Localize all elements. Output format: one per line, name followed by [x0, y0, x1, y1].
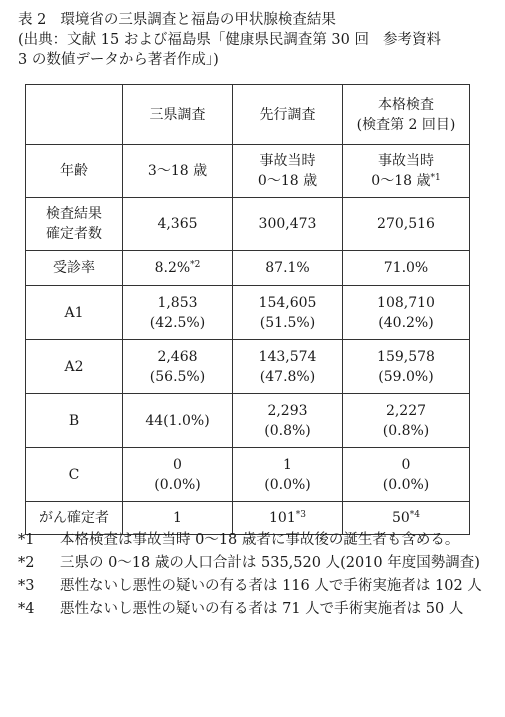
footnote-1 [18, 530, 488, 550]
c-full-scale-pct: (0.0%) [382, 476, 430, 493]
a2-full-scale-pct: (59.0%) [378, 368, 434, 385]
b-full-scale-pct: (0.8%) [382, 422, 430, 439]
a1-preliminary-pct: (51.5%) [259, 314, 316, 331]
a1-three-prefecture-count: 1,853 [157, 294, 198, 311]
footnote-3-mark: *3 [18, 578, 35, 594]
c-full-scale-count: 0 [401, 456, 411, 473]
c-preliminary-pct: (0.0%) [264, 476, 311, 493]
footnote-marker-3: *3 [295, 510, 306, 520]
footnote-4-mark: *4 [18, 601, 35, 617]
row-label-a2: A2 [26, 340, 123, 394]
table-title: 環境省の三県調査と福島の甲状腺検査結果 [60, 12, 336, 28]
b-preliminary [233, 394, 343, 448]
confirmed-three-prefecture: 4,365 [123, 198, 233, 251]
row-label-age: 年齢 [26, 145, 123, 198]
row-label-confirmed [26, 198, 123, 251]
b-preliminary-count: 2,293 [267, 402, 308, 419]
caption-title-line [18, 10, 498, 30]
a1-three-prefecture [123, 286, 233, 340]
a2-preliminary [233, 340, 343, 394]
confirmed-full-scale: 270,516 [343, 198, 470, 251]
rate-three-prefecture [123, 251, 233, 286]
table-number: 表 2 [18, 12, 47, 28]
a2-three-prefecture [123, 340, 233, 394]
a2-full-scale-count: 159,578 [377, 348, 435, 365]
c-three-prefecture-count: 0 [173, 456, 182, 473]
table-row-confirmed [26, 198, 470, 251]
row-label-c: C [26, 448, 123, 502]
source-text-b: 参考資料 [383, 32, 441, 48]
a2-preliminary-pct: (47.8%) [259, 368, 316, 385]
a2-three-prefecture-pct: (56.5%) [149, 368, 206, 385]
footnote-4 [18, 599, 488, 619]
header-three-prefecture: 三県調査 [123, 85, 233, 145]
header-full-scale-line2: (検査第 2 回目) [356, 116, 456, 133]
table-row-b [26, 394, 470, 448]
row-label-a1: A1 [26, 286, 123, 340]
cancer-preliminary-value: 101 [269, 510, 296, 526]
table-row-c [26, 448, 470, 502]
footnote-3 [18, 576, 488, 596]
rate-three-prefecture-value: 8.2% [154, 260, 191, 276]
b-full-scale-count: 2,227 [385, 402, 427, 419]
age-full-scale-line2 [345, 171, 467, 191]
footnote-2-text: 三県の 0〜18 歳の人口合計は 535,520 人(2010 年度国勢調査) [60, 555, 480, 571]
footnote-marker-4: *4 [409, 510, 421, 520]
footnote-marker-2: *2 [190, 260, 201, 270]
row-label-confirmed-line1: 検査結果 [46, 206, 102, 222]
table-caption [18, 10, 498, 70]
header-preliminary: 先行調査 [233, 85, 343, 145]
header-empty-cell [26, 85, 123, 145]
a2-preliminary-count: 143,574 [258, 348, 317, 365]
a1-preliminary [233, 286, 343, 340]
cancer-three-prefecture: 1 [123, 502, 233, 535]
b-three-prefecture: 44(1.0%) [123, 394, 233, 448]
c-three-prefecture [123, 448, 233, 502]
a2-full-scale [343, 340, 470, 394]
age-preliminary [233, 145, 343, 198]
a1-three-prefecture-pct: (42.5%) [149, 314, 206, 331]
row-label-confirmed-line2: 確定者数 [46, 226, 102, 242]
age-three-prefecture: 3〜18 歳 [123, 145, 233, 198]
age-preliminary-line2: 0〜18 歳 [257, 173, 318, 189]
age-full-scale-value: 0〜18 歳 [371, 173, 431, 189]
header-row [26, 85, 470, 145]
confirmed-preliminary: 300,473 [233, 198, 343, 251]
age-full-scale-line1: 事故当時 [378, 153, 434, 169]
c-full-scale [343, 448, 470, 502]
source-text-a: (出典：文献 15 および福島県「健康県民調査第 30 回 [18, 32, 369, 48]
rate-full-scale: 71.0% [343, 251, 470, 286]
footnote-3-text: 悪性ないし悪性の疑いの有る者は 116 人で手術実施者は 102 人 [60, 578, 482, 594]
header-full-scale [343, 85, 470, 145]
results-table [25, 84, 470, 535]
cancer-full-scale-value: 50 [391, 510, 410, 526]
row-label-b: B [26, 394, 123, 448]
footnotes [18, 530, 488, 622]
footnote-marker-1: *1 [430, 173, 441, 183]
c-preliminary [233, 448, 343, 502]
rate-preliminary: 87.1% [233, 251, 343, 286]
a2-three-prefecture-count: 2,468 [157, 348, 198, 365]
footnote-1-mark: *1 [18, 532, 35, 548]
a1-full-scale-pct: (40.2%) [378, 314, 434, 331]
a1-full-scale-count: 108,710 [377, 294, 435, 311]
table-row-age [26, 145, 470, 198]
table-row-a2 [26, 340, 470, 394]
c-three-prefecture-pct: (0.0%) [154, 476, 201, 493]
age-preliminary-line1: 事故当時 [259, 153, 316, 169]
footnote-1-text: 本格検査は事故当時 0〜18 歳者に事故後の誕生者も含める。 [60, 532, 460, 548]
caption-source-line-2: 3 の数値データから著者作成」) [18, 52, 219, 68]
b-preliminary-pct: (0.8%) [264, 422, 311, 439]
age-full-scale [343, 145, 470, 198]
row-label-rate: 受診率 [26, 251, 123, 286]
header-full-scale-line1: 本格検査 [378, 96, 434, 113]
c-preliminary-count: 1 [283, 456, 292, 473]
footnote-2-mark: *2 [18, 555, 35, 571]
a1-full-scale [343, 286, 470, 340]
table-row-a1 [26, 286, 470, 340]
a1-preliminary-count: 154,605 [258, 294, 317, 311]
row-label-cancer: がん確定者 [26, 502, 123, 535]
table-row-rate [26, 251, 470, 286]
b-full-scale [343, 394, 470, 448]
footnote-4-text: 悪性ないし悪性の疑いの有る者は 71 人で手術実施者は 50 人 [60, 601, 464, 617]
footnote-2 [18, 553, 488, 573]
caption-source-line [18, 30, 498, 50]
